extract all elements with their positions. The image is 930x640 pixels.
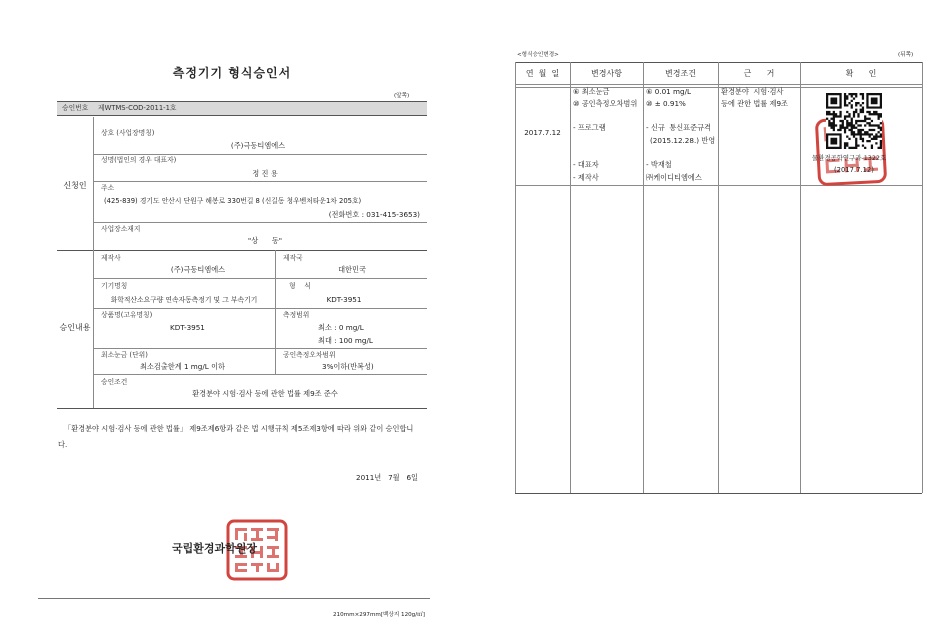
representative-label: 성명(법인의 경우 대표자) <box>101 156 177 164</box>
back-side-note: (뒤쪽) <box>898 52 914 58</box>
address-value: (425-839) 경기도 안산시 단원구 해봉로 330번길 8 (신길동 청우벤처타운1차 205호) <box>104 197 362 205</box>
header-confirmation: 확 인 <box>845 69 877 78</box>
condition-item: ⑥ 0.01 mg/L <box>646 87 692 96</box>
change-table-col-line-5 <box>922 62 923 493</box>
site-label: 사업장소재지 <box>101 225 141 233</box>
company-label: 상호 (사업장명칭) <box>101 129 155 137</box>
applicant-section-label: 신청인 <box>63 181 87 190</box>
error-range-value: 3%이하(반복성) <box>322 362 374 371</box>
approval-number-value: 제WTMS-COD-2011-1호 <box>98 104 177 112</box>
model-value: KDT-3951 <box>326 295 362 304</box>
header-conditions: 변경조건 <box>665 69 696 78</box>
condition-item: - 박재철 <box>646 160 672 169</box>
change-item: - 대표자 <box>573 160 599 169</box>
representative-value: 정 진 용 <box>252 169 278 178</box>
change-item: ⑩ 공인측정오차범위 <box>573 99 638 108</box>
change-table-col-line-1 <box>570 62 571 493</box>
paper-spec: 210mm×297mm[백상지 120g/㎡] <box>333 612 425 618</box>
site-value: "상 동" <box>247 236 283 245</box>
condition-item: - 신규 통신표준규격 <box>646 123 711 132</box>
stamp-number: 물환경공학연구과-1322호 <box>812 154 887 162</box>
range-max-value: 최대 : 100 mg/L <box>318 336 373 345</box>
entry-date: 2017.7.12 <box>524 128 561 137</box>
country-value: 대한민국 <box>338 265 366 274</box>
model-label: 형 식 <box>289 282 311 290</box>
stamp-date: (2017.7.12) <box>834 166 874 174</box>
change-item: - 프로그램 <box>573 123 606 132</box>
document-title: 측정기기 형식승인서 <box>172 66 292 80</box>
min-scale-value: 최소검출한계 1 mg/L 이하 <box>140 362 225 371</box>
change-table-col-line-2 <box>643 62 644 493</box>
change-item: ⑥ 최소눈금 <box>573 87 610 96</box>
error-range-label: 공인측정오차범위 <box>283 351 336 359</box>
condition-item: (2015.12.28.) 반영 <box>650 136 716 145</box>
range-min-value: 최소 : 0 mg/L <box>318 323 364 332</box>
header-basis: 근 거 <box>743 69 775 78</box>
product-name-value: KDT-3951 <box>170 323 205 332</box>
phone-value: (전화번호 : 031-415-3653) <box>328 210 420 219</box>
change-table-col-line-3 <box>718 62 719 493</box>
change-table-bottom-line <box>515 493 922 494</box>
range-label: 측정범위 <box>283 311 310 319</box>
front-side-note: (앞쪽) <box>394 93 410 99</box>
device-name-label: 기기명칭 <box>101 282 128 290</box>
condition-item: ㈜케이디티엠에스 <box>646 173 702 182</box>
condition-item: ⑩ ± 0.91% <box>646 99 686 108</box>
approval-number-label: 승인번호 <box>62 104 89 112</box>
manufacturer-value: (주)극동티엠에스 <box>170 265 226 274</box>
header-changes: 변경사항 <box>591 69 622 78</box>
issue-date: 2011년 7월 6일 <box>356 473 418 482</box>
change-table-col-line-4 <box>800 62 801 493</box>
change-item: - 제작사 <box>573 173 599 182</box>
product-name-label: 상품명(고유명칭) <box>101 311 153 319</box>
country-label: 제작국 <box>283 254 303 262</box>
basis-line: 등에 관한 법률 제9조 <box>721 99 788 108</box>
approval-statement: 「환경분야 시험·검사 등에 관한 법률」 제9조제6항과 같은 법 시행규칙 제5조제3항에 따라 위와 같이 승인합니다. <box>58 424 414 449</box>
back-page-title: <형식승인변경> <box>517 52 559 58</box>
change-table-col-line-0 <box>515 62 516 493</box>
basis-line: 환경분야 시험·검사 <box>721 87 784 96</box>
conditions-value: 환경분야 시험·검사 등에 관한 법률 제9조 준수 <box>192 389 338 398</box>
address-label: 주소 <box>101 184 115 192</box>
issuer-name: 국립환경과학원장 <box>172 542 258 555</box>
min-scale-label: 최소눈금 (단위) <box>101 351 148 359</box>
device-name-value: 화학적산소요구량 연속자동측정기 및 그 부속기기 <box>110 296 258 304</box>
manufacturer-label: 제작사 <box>101 254 121 262</box>
company-value: (주)극동티엠에스 <box>230 141 286 150</box>
qr-code <box>826 93 882 149</box>
approval-section-label: 승인내용 <box>59 323 91 332</box>
header-date: 연 월 일 <box>525 69 560 78</box>
conditions-label: 승인조건 <box>101 378 128 386</box>
